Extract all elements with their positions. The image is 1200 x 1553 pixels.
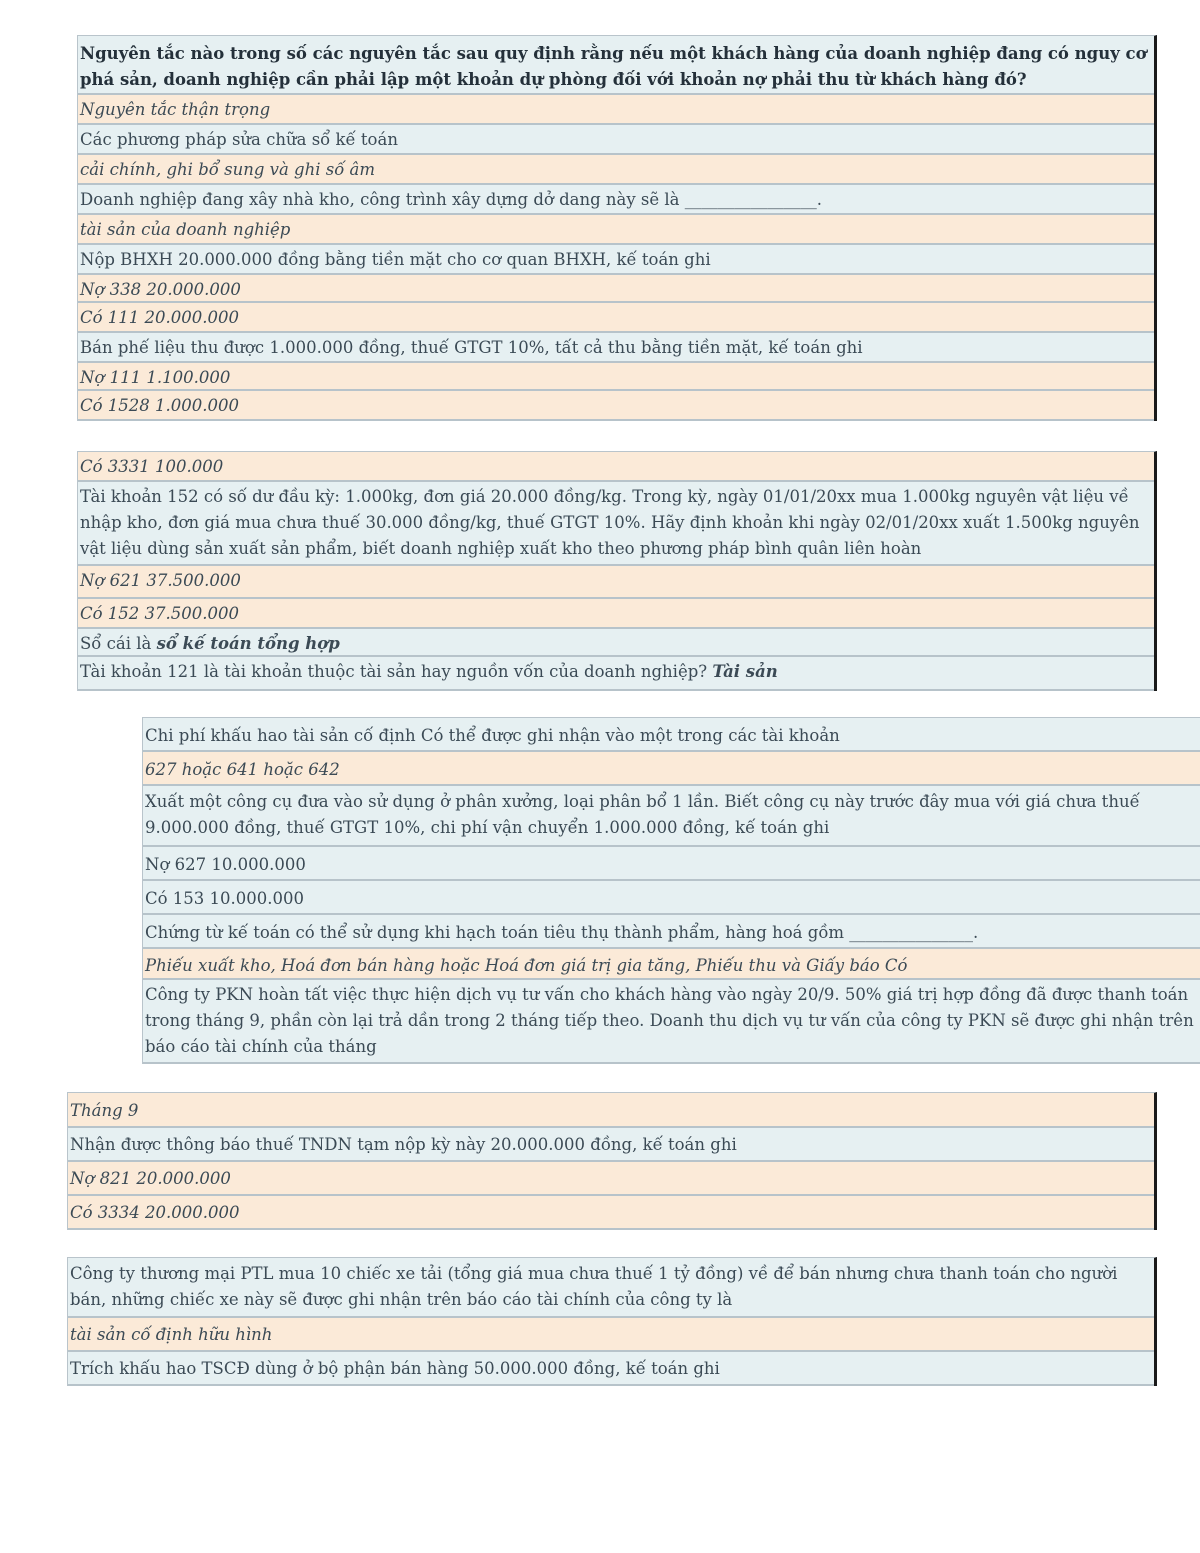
question-prefix: Sổ cái là — [80, 634, 157, 653]
answer-text: Có 3331 100.000 — [78, 452, 1154, 482]
question-text: Doanh nghiệp đang xây nhà kho, công trình xây dựng dở dang này sẽ là ________________. — [78, 185, 1154, 215]
question-text: Các phương pháp sửa chữa sổ kế toán — [78, 125, 1154, 155]
qa-block-2 — [77, 451, 1157, 691]
answer-text: Có 152 37.500.000 — [78, 599, 1154, 629]
answer-text: Nợ 821 20.000.000 — [68, 1162, 1154, 1196]
question-text: Bán phế liệu thu được 1.000.000 đồng, thuế GTGT 10%, tất cả thu bằng tiền mặt, kế toán ghi — [78, 333, 1154, 363]
answer-text: tài sản của doanh nghiệp — [78, 215, 1154, 245]
answer-inline: sổ kế toán tổng hợp — [156, 634, 340, 653]
question-text: Xuất một công cụ đưa vào sử dụng ở phân xưởng, loại phân bổ 1 lần. Biết công cụ này trước đây mua với giá chưa thuế 9.000.000 đồng, thuế GTGT 10%, chi phí vận chuyển 1.000.000 đồng, kế toán ghi — [143, 786, 1200, 847]
qa-block-4 — [67, 1092, 1157, 1230]
answer-text: Nợ 338 20.000.000 — [78, 275, 1154, 303]
answer-text: Có 111 20.000.000 — [78, 303, 1154, 333]
question-text: Công ty PKN hoàn tất việc thực hiện dịch vụ tư vấn cho khách hàng vào ngày 20/9. 50% giá trị hợp đồng đã được thanh toán trong tháng 9, phần còn lại trả dần trong 2 tháng tiếp theo. Doanh thu dịch vụ tư vấn của công ty PKN sẽ được ghi nhận trên báo cáo tài chính của tháng — [143, 980, 1200, 1064]
qa-block-5 — [67, 1257, 1157, 1386]
question-text: Chi phí khấu hao tài sản cố định Có thể được ghi nhận vào một trong các tài khoản — [143, 718, 1200, 752]
question-text — [78, 629, 1154, 657]
answer-text: Có 3334 20.000.000 — [68, 1196, 1154, 1230]
answer-text: Nợ 621 37.500.000 — [78, 566, 1154, 599]
answer-text: Có 153 10.000.000 — [143, 881, 1200, 915]
answer-text: Phiếu xuất kho, Hoá đơn bán hàng hoặc Hoá đơn giá trị gia tăng, Phiếu thu và Giấy báo Có — [143, 949, 1200, 980]
answer-inline: Tài sản — [712, 662, 778, 681]
question-text: Công ty thương mại PTL mua 10 chiếc xe tải (tổng giá mua chưa thuế 1 tỷ đồng) về để bán nhưng chưa thanh toán cho người bán, những chiếc xe này sẽ được ghi nhận trên báo cáo tài chính của công ty là — [68, 1258, 1154, 1318]
answer-text: 627 hoặc 641 hoặc 642 — [143, 752, 1200, 786]
question-prefix: Tài khoản 121 là tài khoản thuộc tài sản hay nguồn vốn của doanh nghiệp? — [80, 662, 713, 681]
question-text: Tài khoản 152 có số dư đầu kỳ: 1.000kg, đơn giá 20.000 đồng/kg. Trong kỳ, ngày 01/01/20xx mua 1.000kg nguyên vật liệu về nhập kho, đơn giá mua chưa thuế 30.000 đồng/kg, thuế GTGT 10%. Hãy định khoản khi ngày 02/01/20xx xuất 1.500kg nguyên vật liệu dùng sản xuất sản phẩm, biết doanh nghiệp xuất kho theo phương pháp bình quân liên hoàn — [78, 482, 1154, 566]
question-text: Trích khấu hao TSCĐ dùng ở bộ phận bán hàng 50.000.000 đồng, kế toán ghi — [68, 1352, 1154, 1386]
question-text: Nhận được thông báo thuế TNDN tạm nộp kỳ này 20.000.000 đồng, kế toán ghi — [68, 1128, 1154, 1162]
answer-text: tài sản cố định hữu hình — [68, 1318, 1154, 1352]
answer-text: Nợ 111 1.100.000 — [78, 363, 1154, 391]
answer-text: cải chính, ghi bổ sung và ghi số âm — [78, 155, 1154, 185]
qa-block-1 — [77, 35, 1157, 421]
answer-text: Nguyên tắc thận trọng — [78, 95, 1154, 125]
qa-block-3 — [142, 717, 1200, 1064]
question-text: Nộp BHXH 20.000.000 đồng bằng tiền mặt cho cơ quan BHXH, kế toán ghi — [78, 245, 1154, 275]
answer-text: Có 1528 1.000.000 — [78, 391, 1154, 421]
answer-text: Tháng 9 — [68, 1093, 1154, 1128]
question-text: Nguyên tắc nào trong số các nguyên tắc sau quy định rằng nếu một khách hàng của doanh nghiệp đang có nguy cơ phá sản, doanh nghiệp cần phải lập một khoản dự phòng đối với khoản nợ phải thu từ khách hàng đó? — [78, 36, 1154, 95]
question-text — [78, 657, 1154, 691]
question-text: Chứng từ kế toán có thể sử dụng khi hạch toán tiêu thụ thành phẩm, hàng hoá gồm _______________. — [143, 915, 1200, 949]
answer-text: Nợ 627 10.000.000 — [143, 847, 1200, 881]
